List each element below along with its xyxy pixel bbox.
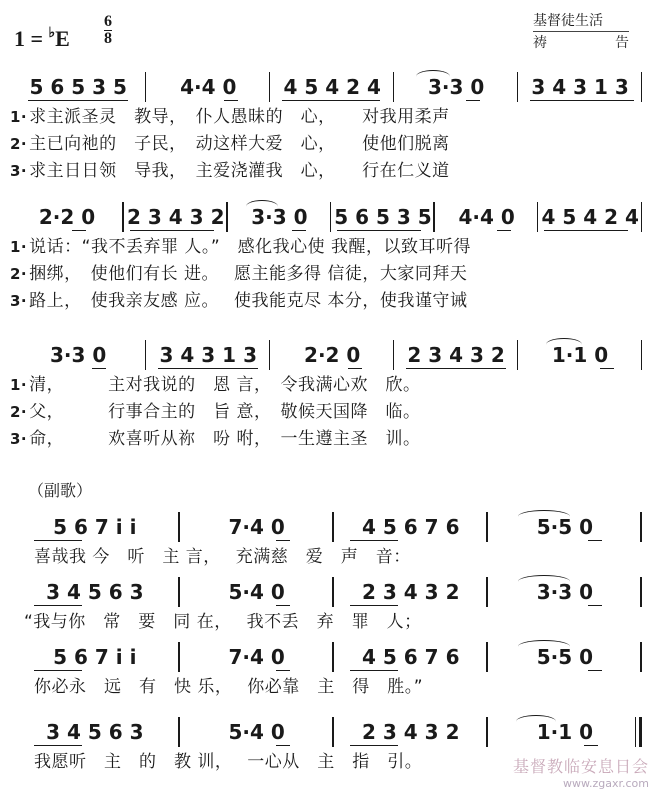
chorus-line-2 <box>10 575 642 636</box>
measure: 4·4 0 <box>435 200 539 234</box>
lyric-line: 你必永 远 有 快 乐， 你必靠 主 得 胜。” <box>34 677 424 697</box>
notes-row <box>10 575 642 609</box>
time-signature: 6 8 <box>104 13 112 47</box>
measure: 4 5 4 2 4 <box>270 70 394 104</box>
lyric-line: 1· 清， 主对我说的 恩 言， 令我满心欢 欣。 <box>10 375 421 395</box>
measure: 2 3 4 3 2 <box>394 338 518 372</box>
lyric-line: 2· 主已向祂的 子民， 动这样大爱 心， 使他们脱离 <box>10 134 450 154</box>
hymn-credit <box>533 10 629 52</box>
measure: 5·5 0 <box>488 640 642 674</box>
chorus-label: （副歌） <box>28 481 93 500</box>
key-signature: 1 = ♭E <box>14 26 70 51</box>
notes-row <box>10 640 642 674</box>
measure: 3·3 0 <box>488 575 642 609</box>
measure: 2 3 4 3 2 <box>124 200 228 234</box>
lyric-line: 2· 父， 行事合主的 旨 意， 敬候天国降 临。 <box>10 402 421 422</box>
measure: 2 3 4 3 2 <box>334 575 488 609</box>
notes-row <box>10 70 642 104</box>
measure: 3·3 0 <box>228 200 332 234</box>
measure: 4 5 6 7 6 <box>334 640 488 674</box>
measure: 5 6 5 3 5 <box>10 70 146 104</box>
lyric-line: 3· 求主日日领 导我， 主爱浇灌我 心， 行在仁义道 <box>10 161 450 181</box>
score-system-3 <box>10 338 642 453</box>
lyric-line: 2· 捆绑， 使他们有长 进。 愿主能多得 信徒，大家同拜天 <box>10 264 468 284</box>
measure: 1·1 0 <box>518 338 642 372</box>
notes-row <box>10 510 642 544</box>
site-watermark: 基督教临安息日会 www.zgaxr.com <box>512 757 649 790</box>
measure: 2 3 4 3 2 <box>334 715 488 749</box>
measure: 5 6 5 3 5 <box>331 200 435 234</box>
measure: 3·3 0 <box>394 70 518 104</box>
measure: 4·4 0 <box>146 70 270 104</box>
score-system-2 <box>10 200 642 315</box>
measure: 3·3 0 <box>10 338 146 372</box>
measure: 3 4 5 6 3 <box>10 715 180 749</box>
lyric-line: 1· 求主派圣灵 教导， 仆人愚昧的 心， 对我用柔声 <box>10 107 450 127</box>
lyric-line: 3· 命， 欢喜听从祢 吩 咐， 一生遵主圣 训。 <box>10 429 421 449</box>
credit-author: 祷 告 <box>533 35 629 51</box>
measure: 1·1 0 <box>488 715 642 749</box>
lyric-line: “我与你 常 要 同 在， 我不丢 弃 罪 人； <box>24 612 422 632</box>
measure: 4 5 6 7 6 <box>334 510 488 544</box>
lyric-line: 喜哉我 今 听 主 言， 充满慈 爱 声 音： <box>34 547 411 567</box>
measure: 2·2 0 <box>270 338 394 372</box>
measure: 3 4 5 6 3 <box>10 575 180 609</box>
credit-title: 基督徒生活 <box>533 10 629 32</box>
measure: 7·4 0 <box>180 640 334 674</box>
lyric-line: 我愿听 主 的 教 训， 一心从 主 指 引。 <box>34 752 423 772</box>
measure: 2·2 0 <box>10 200 124 234</box>
measure: 5·4 0 <box>180 715 334 749</box>
notes-row <box>10 715 642 749</box>
score-system-1 <box>10 70 642 185</box>
measure: 5 6 7 i i <box>10 640 180 674</box>
measure: 5·5 0 <box>488 510 642 544</box>
measure: 5 6 7 i i <box>10 510 180 544</box>
lyric-line: 3· 路上， 使我亲友感 应。 使我能克尽 本分，使我谨守诫 <box>10 291 468 311</box>
measure: 3 4 3 1 3 <box>518 70 642 104</box>
chorus-line-1 <box>10 510 642 571</box>
chorus-line-3 <box>10 640 642 701</box>
notes-row <box>10 338 642 372</box>
measure: 3 4 3 1 3 <box>146 338 270 372</box>
notes-row <box>10 200 642 234</box>
lyric-line: 1· 说话：“我不丢弃罪 人。” 感化我心使 我醒，以致耳听得 <box>10 237 472 257</box>
measure: 4 5 4 2 4 <box>538 200 642 234</box>
measure: 5·4 0 <box>180 575 334 609</box>
measure: 7·4 0 <box>180 510 334 544</box>
